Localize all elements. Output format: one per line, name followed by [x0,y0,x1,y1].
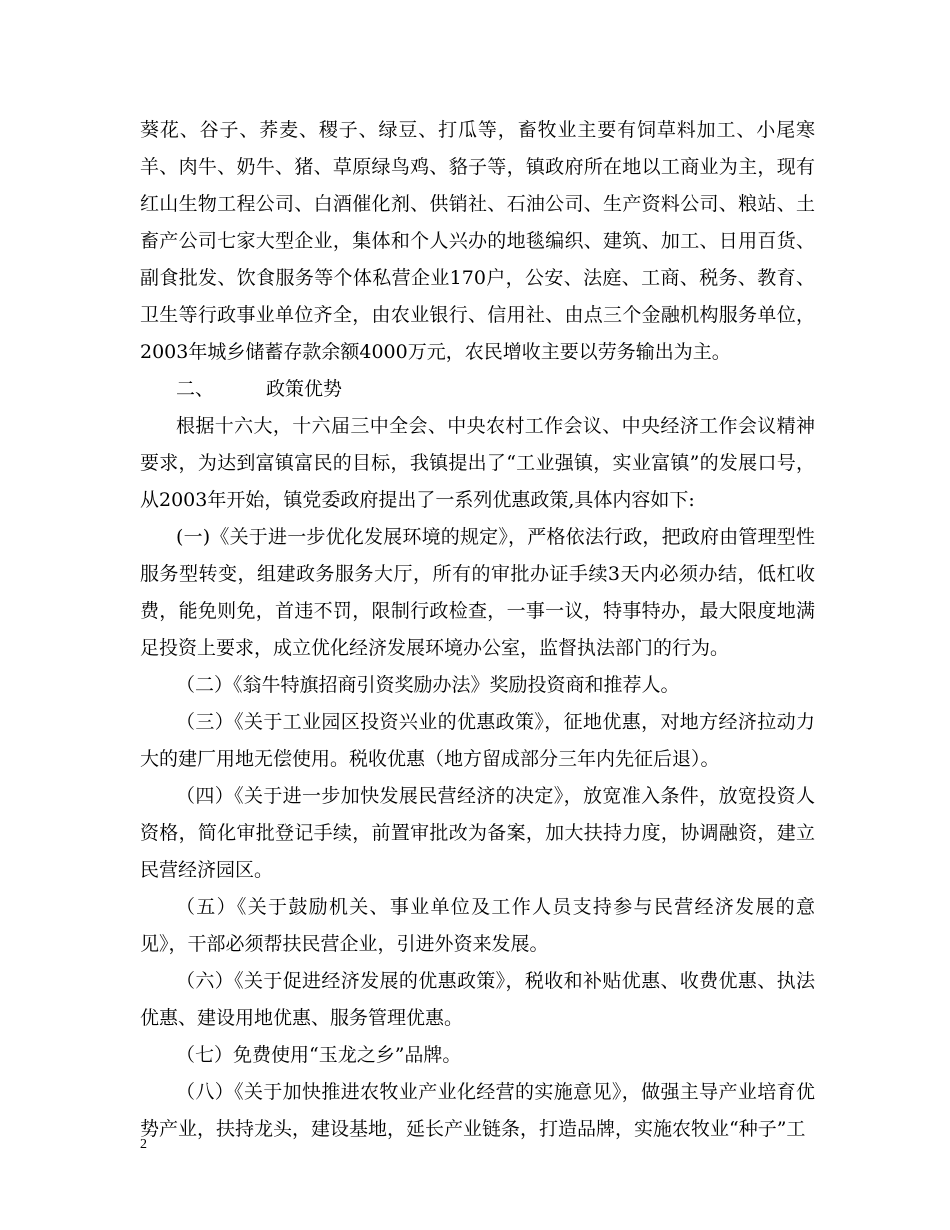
section-title: 政策优势 [266,378,343,400]
policy-item-5: （五）《关于鼓励机关、事业单位及工作人员支持参与民营经济发展的意见》，干部必须帮扶民营企业，引进外资来发展。 [140,896,815,955]
policy-item-8: （八）《关于加快推进农牧业产业化经营的实施意见》，做强主导产业培育优势产业，扶持龙头，建设基地，延长产业链条，打造品牌，实施农牧业“种子”工 [140,1081,815,1140]
policy-item-1: (一)《关于进一步优化发展环境的规定》，严格依法行政，把政府由管理型性服务型转变，组建政务服务大厅，所有的审批办证手续3天内必须办结，低杠收费，能免则免，首违不罚，限制行政检查，一事一议，特事特办，最大限度地满足投资上要求，成立优化经济发展环境办公室，监督执法部门的行为。 [140,526,815,659]
page-number: 2 [140,1137,147,1152]
body-paragraph: 根据十六大，十六届三中全会、中央农村工作会议、中央经济工作会议精神要求，为达到富镇富民的目标，我镇提出了“工业强镇，实业富镇”的发展口号，从2003年开始，镇党委政府提出了一系列优惠政策,具体内容如下: [140,415,815,511]
intro-paragraph: 葵花、谷子、荞麦、稷子、绿豆、打瓜等，畜牧业主要有饲草料加工、小尾寒羊、肉牛、奶牛、猪、草原绿鸟鸡、貉子等，镇政府所在地以工商业为主，现有红山生物工程公司、白酒催化剂、供销社、石油公司、生产资料公司、粮站、土畜产公司七家大型企业，集体和个人兴办的地毯编织、建筑、加工、日用百货、副食批发、饮食服务等个体私营企业170户，公安、法庭、工商、税务、教育、卫生等行政事业单位齐全，由农业银行、信用社、由点三个金融机构服务单位，2003年城乡储蓄存款余额4000万元，农民增收主要以劳务输出为主。 [140,119,815,363]
page-content [140,112,815,1148]
policy-item-2: （二）《翁牛特旗招商引资奖励办法》奖励投资商和推荐人。 [176,674,680,696]
policy-item-4: （四）《关于进一步加快发展民营经济的决定》，放宽准入条件，放宽投资人资格，简化审批登记手续，前置审批改为备案，加大扶持力度，协调融资，建立民营经济园区。 [140,785,815,881]
policy-item-7: （七）免费使用“玉龙之乡”品牌。 [176,1044,462,1066]
policy-item-3: （三）《关于工业园区投资兴业的优惠政策》，征地优惠，对地方经济拉动力大的建厂用地无偿使用。税收优惠（地方留成部分三年内先征后退）。 [140,711,815,770]
section-number: 二、 [176,378,215,400]
section-heading [140,371,815,408]
policy-item-6: （六）《关于促进经济发展的优惠政策》，税收和补贴优惠、收费优惠、执法优惠、建设用地优惠、服务管理优惠。 [140,970,815,1029]
